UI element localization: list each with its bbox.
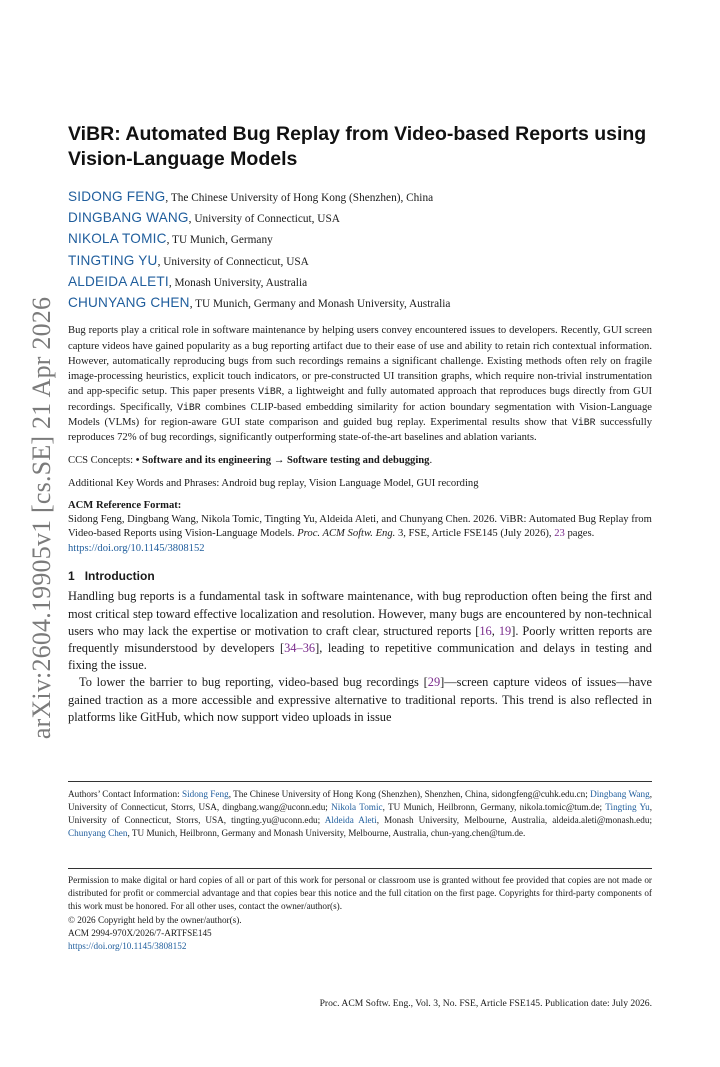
abstract-text: , a lightweight and fully automated approach that reproduces bugs directly from GUI recordings. Specifically, xyxy=(68,386,652,413)
tool-name: ViBR xyxy=(572,417,596,428)
author-link[interactable]: Nikola Tomic xyxy=(331,802,383,813)
author-name[interactable]: NIKOLA TOMIC xyxy=(68,231,167,247)
reference-text: Sidong Feng, Dingbang Wang, Nikola Tomic, Tingting Yu, Aldeida Aleti, and Chunyang Chen. 2026. ViBR: Automated Bug Replay from Video-based Reports using Vision-Language Models. xyxy=(68,513,652,540)
body-text: , xyxy=(491,623,499,638)
tool-name: ViBR xyxy=(177,401,201,413)
permission-text: Permission to make digital or hard copies of all or part of this work for personal or classroom use is granted without fee provided that copies are not made or distributed for profit or commercial advantage and that copies bear this notice and the full citation on the first page. Copyrights for third-party components of this work must be honored. For all other uses, contact the owner/author(s). xyxy=(68,875,652,912)
acm-reference-heading: ACM Reference Format: xyxy=(68,499,182,511)
paper-title: ViBR: Automated Bug Replay from Video-based Reports using Vision-Language Models xyxy=(68,123,647,170)
ccs-label: CCS Concepts: xyxy=(68,454,136,466)
citation-link[interactable]: 16 xyxy=(479,623,492,638)
author-link[interactable]: Tingting Yu xyxy=(605,802,650,813)
author-name[interactable]: CHUNYANG CHEN xyxy=(68,295,190,311)
author-entry xyxy=(68,251,652,272)
author-affiliation: , TU Munich, Germany xyxy=(166,234,273,247)
page-footer: Proc. ACM Softw. Eng., Vol. 3, No. FSE, Article FSE145. Publication date: July 2026. xyxy=(319,998,652,1009)
author-affiliation: , Monash University, Australia xyxy=(168,276,308,289)
journal-name: Proc. ACM Softw. Eng. xyxy=(297,528,396,540)
citation-link[interactable]: 29 xyxy=(427,675,441,690)
author-affiliation: , University of Connecticut, USA xyxy=(157,255,309,268)
intro-paragraph xyxy=(68,674,652,726)
section-title: Introduction xyxy=(84,569,155,584)
contact-text: Authors’ Contact Information: xyxy=(68,789,182,799)
author-affiliation: , TU Munich, Germany and Monash University, Australia xyxy=(189,298,451,311)
body-text: ]. Poorly written reports are frequently misunderstood by developers [ xyxy=(68,623,652,655)
ccs-concepts xyxy=(68,453,652,468)
acm-reference xyxy=(68,513,652,557)
ccs-value: • Software and its engineering → Software testing and debugging xyxy=(135,454,430,466)
contact-text: , TU Munich, Heilbronn, Germany, nikola.tomic@tum.de; xyxy=(382,802,606,813)
abstract-text: combines CLIP-based embedding similarity for action boundary segmentation with Vision-Language Models (VLMs) for region-aware GUI state comparison and guided bug replay. Experimental results show that xyxy=(68,401,653,428)
contact-text: , The Chinese University of Hong Kong (Shenzhen), Shenzhen, China, sidongfeng@cuhk.edu.cn; xyxy=(228,789,591,799)
author-name[interactable]: ALDEIDA ALETI xyxy=(68,273,169,289)
abstract xyxy=(68,323,652,445)
citation-link[interactable]: 19 xyxy=(498,623,512,638)
reference-text: 3, FSE, Article FSE145 (July 2026), xyxy=(395,528,555,540)
author-link[interactable]: Dingbang Wang xyxy=(590,789,650,799)
paper-page xyxy=(68,122,652,726)
reference-text: pages. xyxy=(564,528,595,540)
section-number: 1 xyxy=(68,569,75,584)
author-affiliation: , The Chinese University of Hong Kong (Shenzhen), China xyxy=(165,192,434,204)
author-name[interactable]: SIDONG FENG xyxy=(68,189,166,204)
contact-text: , University of Connecticut, Storrs, USA, dingbang.wang@uconn.edu; xyxy=(68,789,652,813)
author-entry xyxy=(68,187,652,208)
contact-text: , TU Munich, Heilbronn, Germany and Monash University, Melbourne, Australia, chun-yang.chen@tum.de. xyxy=(127,828,526,839)
author-list xyxy=(68,187,652,314)
citation-link[interactable]: 34–36 xyxy=(284,640,316,655)
permission-doi-link[interactable]: https://doi.org/10.1145/3808152 xyxy=(68,941,187,952)
author-entry xyxy=(68,293,652,314)
copyright-line: © 2026 Copyright held by the owner/author(s). xyxy=(68,914,242,925)
ccs-end: . xyxy=(429,454,433,466)
intro-paragraph xyxy=(68,588,652,674)
author-entry xyxy=(68,272,652,293)
author-entry xyxy=(68,229,652,250)
body-text: ]—screen capture videos of issues—have gained traction as a more accessible and expressive alternative to traditional reports. This trend is also reflected in platforms like GitHub, which now support video uploads in issue xyxy=(68,675,652,724)
author-link[interactable]: Chunyang Chen xyxy=(68,828,128,839)
tool-name: ViBR xyxy=(258,386,282,398)
author-entry xyxy=(68,208,652,229)
author-link[interactable]: Sidong Feng xyxy=(181,789,229,799)
keywords: Additional Key Words and Phrases: Android bug replay, Vision Language Model, GUI recording xyxy=(68,477,479,489)
arxiv-sidebar-stamp xyxy=(22,278,62,758)
page-count-link[interactable]: 23 xyxy=(554,528,565,540)
author-affiliation: , University of Connecticut, USA xyxy=(188,213,340,226)
arxiv-identifier: arXiv:2604.19905v1 [cs.SE] 21 Apr 2026 xyxy=(27,296,56,740)
author-link[interactable]: Aldeida Aleti xyxy=(324,815,377,826)
permission-notice xyxy=(68,868,652,953)
contact-text: , Monash University, Melbourne, Australia, aldeida.aleti@monash.edu; xyxy=(376,815,652,826)
contact-text: , University of Connecticut, Storrs, USA, tingting.yu@uconn.edu; xyxy=(68,802,652,826)
acm-identifier: ACM 2994-970X/2026/7-ARTFSE145 xyxy=(68,927,212,938)
section-heading xyxy=(68,568,652,584)
body-text: ], leading to repetitive communication and delays in testing and fixing the issue. xyxy=(68,640,652,673)
body-text: Handling bug reports is a fundamental task in software maintenance, with bug reproduction often being the first and most critical step toward effective localization and resolution. However, many bugs are encountered by non-technical users who may lack the expertise or motivation to craft clear, structured reports [ xyxy=(68,589,652,638)
author-name[interactable]: TINGTING YU xyxy=(68,252,158,268)
abstract-text: successfully reproduces 72% of bug recordings, significantly outperforming state-of-the-art baselines and ablation variants. xyxy=(68,417,652,444)
body-text: To lower the barrier to bug reporting, video-based bug recordings [ xyxy=(79,675,428,690)
author-contact-footnote xyxy=(68,781,652,840)
doi-link[interactable]: https://doi.org/10.1145/3808152 xyxy=(68,542,205,554)
author-name[interactable]: DINGBANG WANG xyxy=(68,210,189,226)
contact-information xyxy=(68,788,652,840)
abstract-text: Bug reports play a critical role in software maintenance by helping users convey encountered issues to developers. Recently, GUI screen capture videos have gained popularity as a bug reporting artifact due to their ease of use and ability to retain rich contextual information. However, automatically reproducing bugs from such recordings remains a significant challenge. Existing methods often rely on fragile image-processing heuristics, explicit touch indicators, or pre-constructed UI transition graphs, which require non-trivial instrumentation and app-specific setup. This paper presents xyxy=(68,325,652,398)
